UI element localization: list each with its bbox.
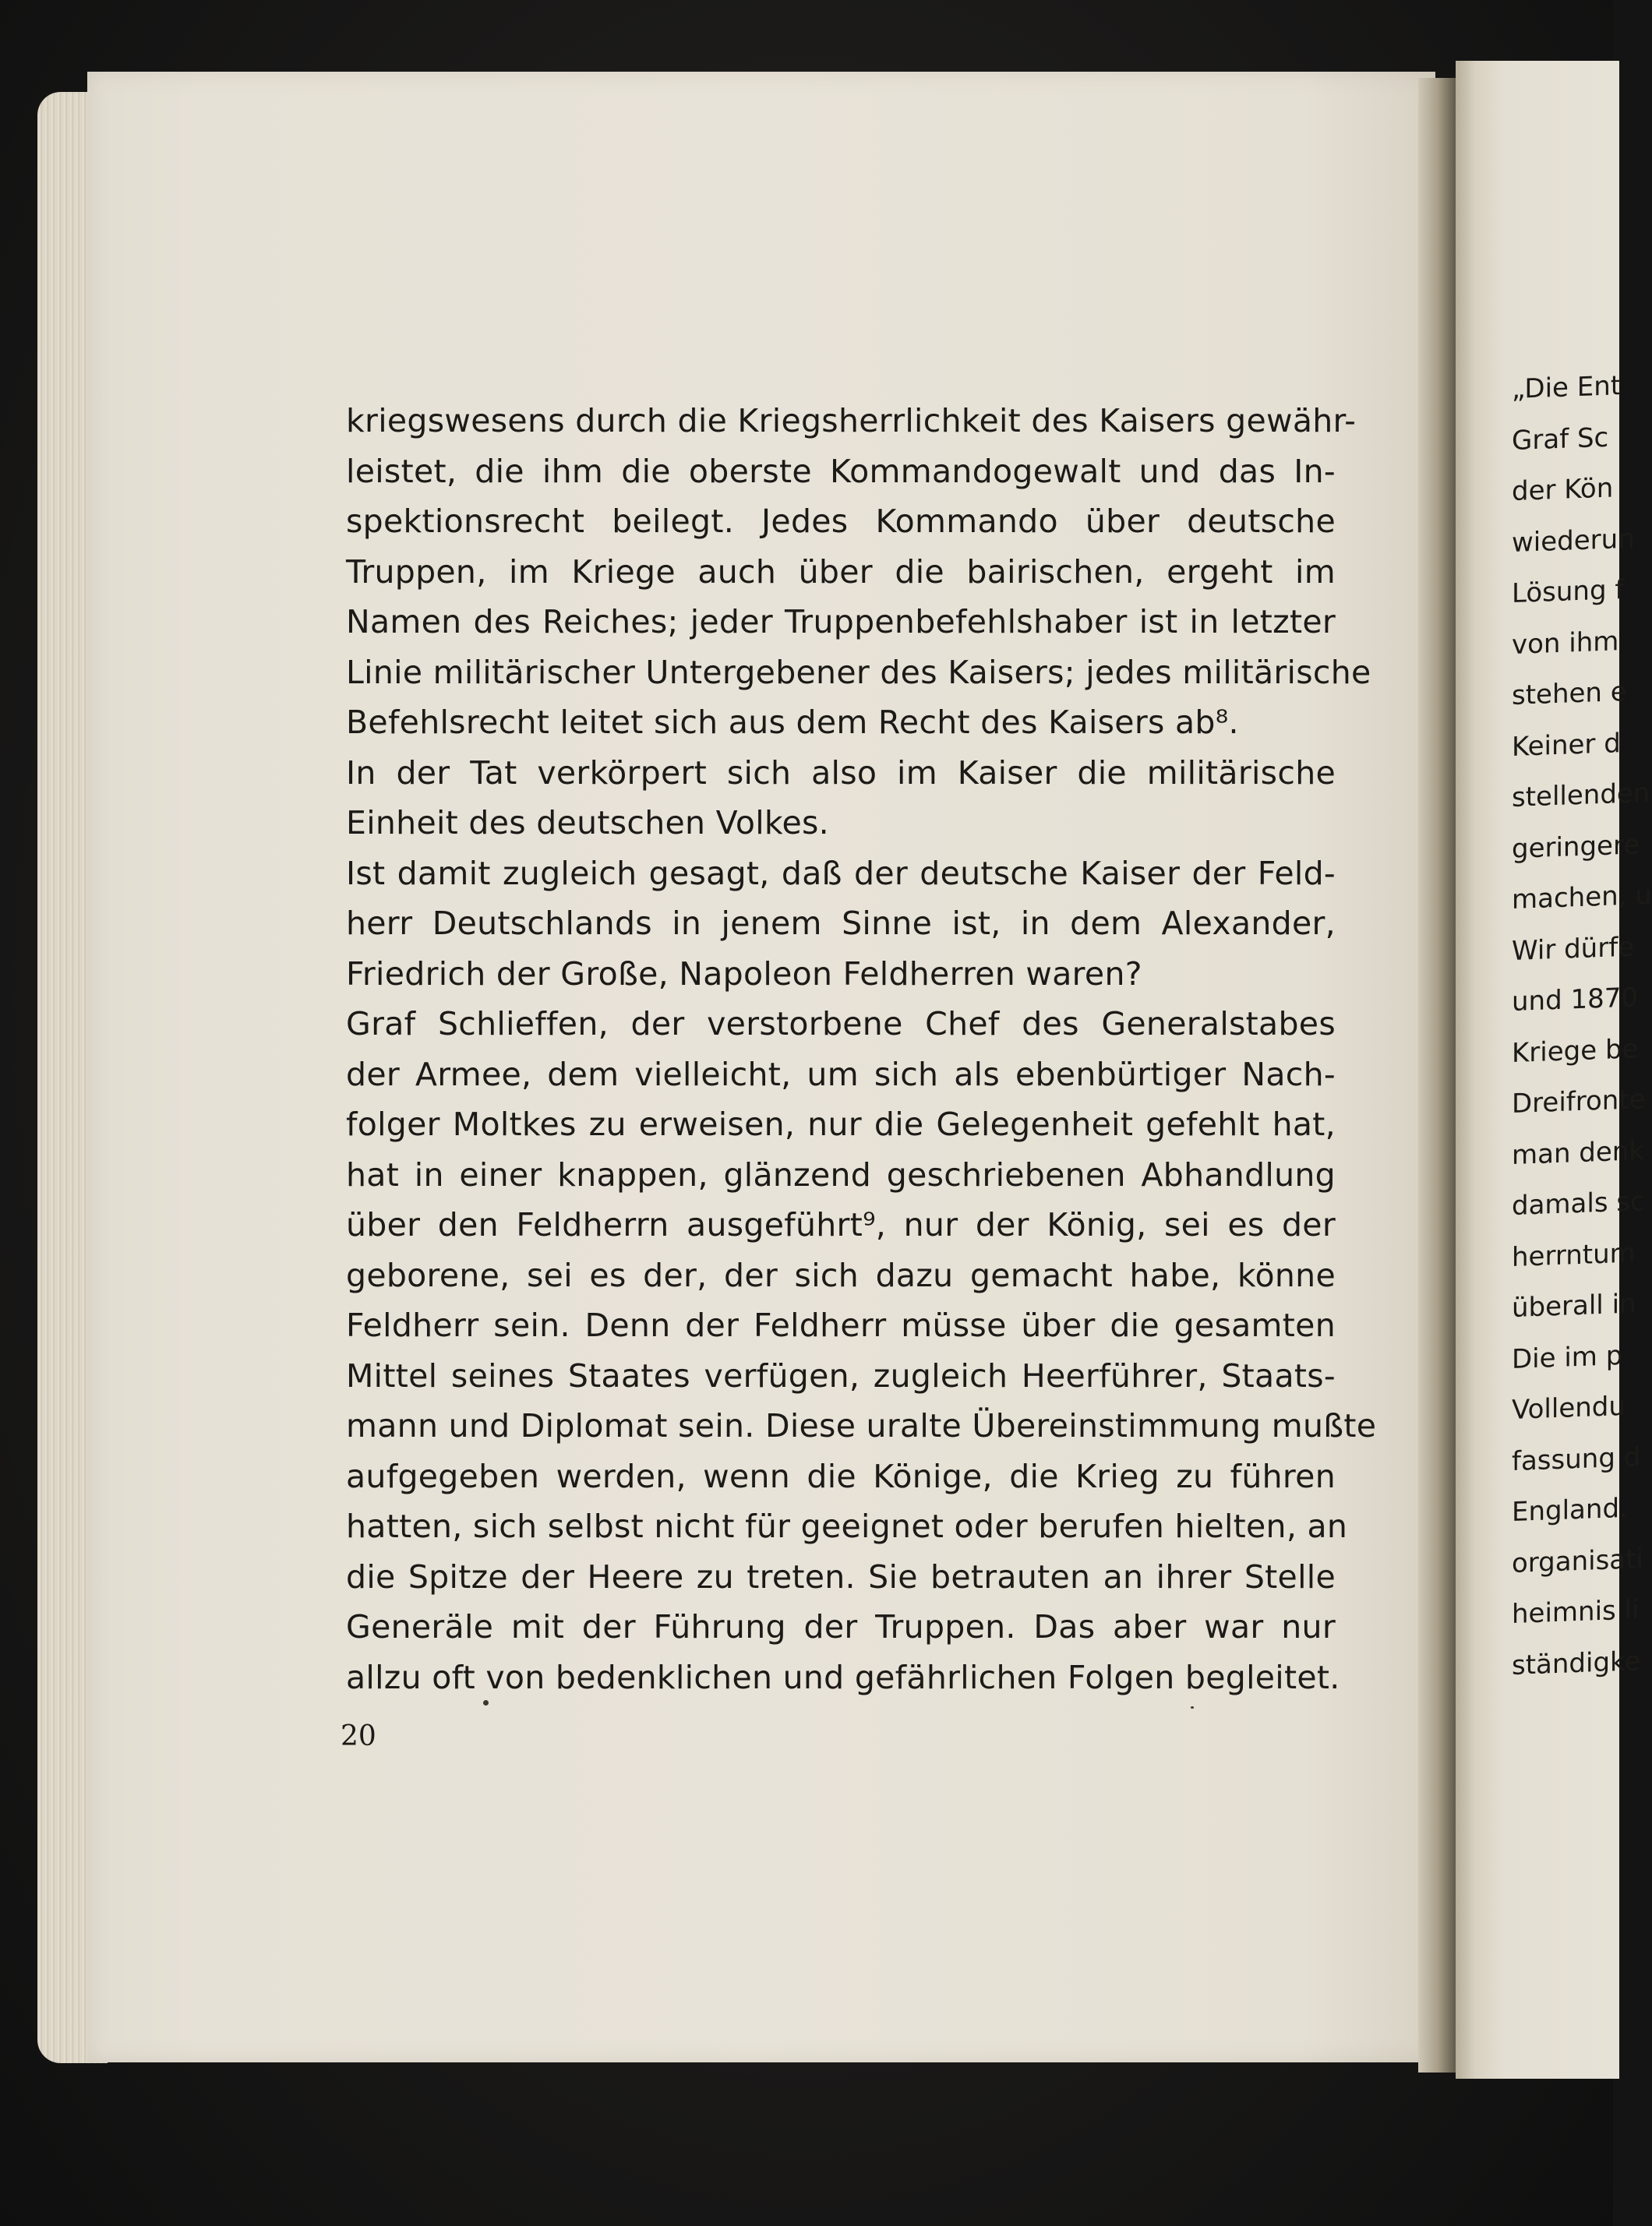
text-line: und 1870 xyxy=(1512,982,1639,1018)
text-line: der Armee, dem vielleicht, um sich als ebenbürtiger Nach- xyxy=(346,1055,1336,1093)
text-line: organisati xyxy=(1512,1543,1643,1579)
text-line: Keiner d xyxy=(1512,727,1621,763)
text-line: Truppen, im Kriege auch über die bairischen, ergeht im xyxy=(346,552,1336,591)
text-line: In der Tat verkörpert sich also im Kaiser die militärische xyxy=(346,753,1336,792)
text-line: damals sc xyxy=(1512,1186,1645,1222)
text-line: Feldherr sein. Denn der Feldherr müsse über die gesamten xyxy=(346,1307,1336,1344)
text-line: folger Moltkes zu erweisen, nur die Gelegenheit gefehlt hat, xyxy=(346,1106,1336,1143)
text-line: der Kön xyxy=(1512,472,1614,507)
text-line: Linie militärischer Untergebener des Kaisers; jedes militärische xyxy=(346,653,1371,691)
text-line: leistet, die ihm die oberste Kommandogewalt und das In- xyxy=(346,452,1336,490)
text-line: Befehlsrecht leitet sich aus dem Recht des Kaisers ab⁸. xyxy=(346,704,1239,741)
ink-speck xyxy=(1191,1706,1194,1709)
text-line: über den Feldherrn ausgeführt⁹, nur der König, sei es der xyxy=(346,1206,1336,1244)
text-line: Friedrich der Große, Napoleon Feldherren waren? xyxy=(346,954,1142,993)
text-line: hatten, sich selbst nicht für geeignet oder berufen hielten, an xyxy=(346,1508,1348,1545)
text-line: stehen e xyxy=(1512,676,1627,711)
text-line: hat in einer knappen, glänzend geschriebenen Abhandlung xyxy=(346,1155,1336,1194)
left-page-text xyxy=(346,396,1377,1702)
text-line: Einheit des deutschen Volkes. xyxy=(346,804,830,841)
text-line: Generäle mit der Führung der Truppen. Das aber war nur xyxy=(346,1608,1336,1646)
text-line: spektionsrecht beilegt. Jedes Kommando über deutsche xyxy=(346,503,1336,540)
page-number: 20 xyxy=(341,1720,376,1752)
text-line: wiederun xyxy=(1512,522,1635,559)
text-line: ständigke xyxy=(1512,1645,1641,1681)
text-line: stellenden xyxy=(1512,777,1650,813)
text-line: Ist damit zugleich gesagt, daß der deutsche Kaiser der Feld- xyxy=(346,854,1336,892)
text-line: man denk xyxy=(1512,1134,1645,1171)
text-line: herr Deutschlands in jenem Sinne ist, in dem Alexander, xyxy=(346,905,1336,942)
text-line: Wir dürfe xyxy=(1512,931,1635,967)
text-line: geringere xyxy=(1512,828,1640,865)
text-line: machen, u xyxy=(1512,879,1652,915)
text-line: England. xyxy=(1512,1492,1628,1528)
text-line: Vollendu xyxy=(1512,1390,1626,1426)
text-line: Lösung f xyxy=(1512,573,1625,609)
ink-speck xyxy=(483,1700,489,1706)
text-line: Mittel seines Staates verfügen, zugleich Heerführer, Staats- xyxy=(346,1356,1336,1395)
text-line: mann und Diplomat sein. Diese uralte Übereinstimmung mußte xyxy=(346,1407,1377,1445)
text-line: herrntum xyxy=(1512,1236,1636,1273)
text-line: von ihm xyxy=(1512,625,1619,661)
text-line: aufgegeben werden, wenn die Könige, die Krieg zu führen xyxy=(346,1457,1336,1495)
text-line: Dreifronte xyxy=(1512,1084,1646,1120)
text-line: die Spitze der Heere zu treten. Sie betrauten an ihrer Stelle xyxy=(346,1557,1336,1596)
text-line: allzu oft von bedenklichen und gefährlichen Folgen begleitet. xyxy=(346,1658,1340,1696)
text-line: fassung d xyxy=(1512,1441,1641,1477)
text-line: Kriege be xyxy=(1512,1032,1639,1069)
text-line: Graf Schlieffen, der verstorbene Chef des Generalstabes xyxy=(346,1005,1336,1042)
text-line: kriegswesens durch die Kriegsherrlichkeit des Kaisers gewähr- xyxy=(346,402,1357,439)
text-line: überall in xyxy=(1512,1288,1636,1324)
text-line: heimnis li xyxy=(1512,1594,1640,1630)
right-page-text xyxy=(1512,361,1652,1692)
text-line: Graf Sc xyxy=(1512,422,1609,457)
text-line: geborene, sei es der, der sich dazu gemacht habe, könne xyxy=(346,1256,1336,1294)
text-line: Die im p xyxy=(1512,1339,1623,1375)
text-line: „Die Ent xyxy=(1512,370,1622,405)
text-line: Namen des Reiches; jeder Truppenbefehlshaber ist in letzter xyxy=(346,603,1336,640)
